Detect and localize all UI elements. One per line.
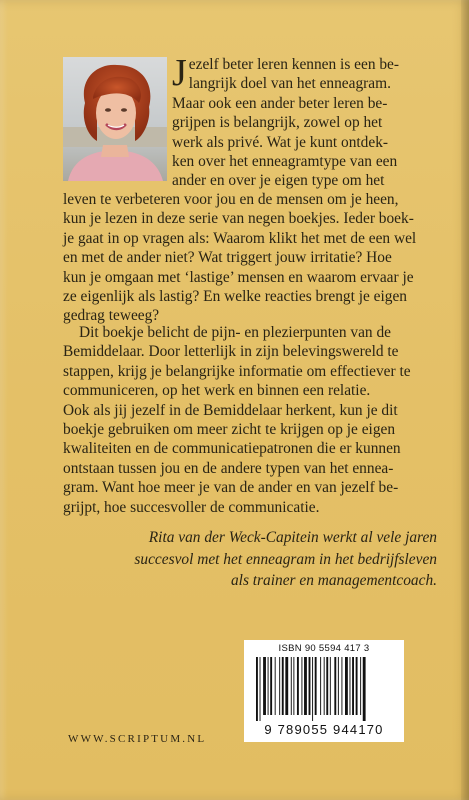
- barcode-bar: [293, 657, 294, 715]
- barcode-bar: [330, 657, 331, 715]
- cover-edge-shadow: [461, 0, 469, 800]
- barcode-bar: [326, 657, 328, 715]
- barcode-bar: [312, 657, 313, 721]
- barcode-bar: [275, 657, 276, 715]
- ean-number: 9 789055 944170: [264, 722, 384, 737]
- blurb-line: kun je lezen in deze serie van negen boekjes. Ieder boek-: [63, 210, 414, 228]
- barcode-bars: [254, 657, 394, 721]
- barcode-bar: [338, 657, 339, 715]
- blurb-paragraph-2: [63, 323, 435, 517]
- barcode-bar: [291, 657, 292, 715]
- barcode-bar: [309, 657, 311, 715]
- barcode-bar: [341, 657, 342, 715]
- blurb-line: boekje gebruiken om meer zicht te krijgen op je eigen: [63, 421, 396, 439]
- barcode-bar: [282, 657, 284, 715]
- barcode-bar: [320, 657, 321, 715]
- barcode-bar: [256, 657, 258, 721]
- blurb-line: gram. Want hoe meer je van de ander en van jezelf be-: [63, 479, 399, 497]
- barcode-bar: [279, 657, 280, 715]
- blurb-line: stappen, krijg je belangrijke informatie om effectiever te: [63, 362, 411, 380]
- blurb-line: kwaliteiten en de communicatiepatronen die er kunnen: [63, 440, 401, 458]
- barcode-bar: [315, 657, 317, 715]
- blurb-line: ontstaan tussen jou en de andere typen van het ennea-: [63, 459, 394, 477]
- barcode-bar: [268, 657, 269, 715]
- author-note-line: als trainer en managementcoach.: [230, 572, 437, 589]
- blurb-line: ken over het enneagramtype van een: [172, 153, 398, 171]
- blurb-line: ander en over je eigen type om het: [172, 172, 385, 190]
- drop-cap: J: [172, 52, 187, 94]
- blurb-line: langrijk doel van het enneagram.: [188, 75, 391, 93]
- blurb-line: grijpt, hoe succesvoller de communicatie.: [63, 498, 320, 516]
- author-photo: [63, 57, 167, 181]
- barcode-bar: [352, 657, 354, 715]
- blurb-intro: [172, 52, 434, 191]
- barcode-bar: [260, 657, 261, 721]
- author-note: [92, 527, 437, 592]
- blurb-line: kun je omgaan met ‘lastige’ mensen en waarom ervaar je: [63, 268, 414, 286]
- author-note-line: Rita van der Weck-Capitein werkt al vele jaren: [148, 529, 437, 546]
- barcode-bar: [304, 657, 307, 715]
- barcode-bar: [263, 657, 266, 715]
- barcode-bar: [363, 657, 366, 721]
- barcode-label: [244, 640, 404, 742]
- blurb-line: ezelf beter leren kennen is een be-: [188, 56, 400, 73]
- publisher-website: WWW.SCRIPTUM.NL: [68, 733, 207, 745]
- blurb-continued: [63, 190, 435, 326]
- blurb-line: leven te verbeteren voor jou en de mensen om je heen,: [63, 191, 399, 208]
- blurb-line: gedrag teweeg?: [63, 307, 160, 325]
- barcode-bar: [285, 657, 288, 715]
- isbn-text: ISBN 90 5594 417 3: [278, 643, 370, 654]
- blurb-line: grijpen is belangrijk, zowel op het: [172, 114, 383, 132]
- barcode-bar: [345, 657, 348, 715]
- barcode-bar: [270, 657, 272, 715]
- author-note-line: succesvol met het enneagram in het bedrijfsleven: [134, 550, 437, 568]
- blurb-line: werk als privé. Wat je kunt ontdek-: [172, 133, 389, 151]
- barcode-bar: [334, 657, 336, 715]
- blurb-line: Ook als jij jezelf in de Bemiddelaar herkent, kun je dit: [63, 401, 398, 419]
- barcode-bar: [297, 657, 299, 715]
- barcode-bar: [350, 657, 351, 715]
- barcode-bar: [324, 657, 325, 715]
- blurb-line: Maar ook een ander beter leren be-: [172, 94, 388, 112]
- barcode-bar: [360, 657, 361, 715]
- blurb-line: ze eigenlijk als lastig? En welke reacties brengt je eigen: [63, 288, 408, 306]
- blurb-line: communiceren, op het werk en binnen een relatie.: [63, 382, 371, 400]
- barcode-bar: [356, 657, 358, 715]
- barcode-bar: [301, 657, 302, 715]
- blurb-line: je gaat in op vragen als: Waarom klikt het met de een wel: [63, 229, 417, 247]
- blurb-line: Bemiddelaar. Door letterlijk in zijn belevingswereld te: [63, 343, 399, 361]
- blurb-line: en met de ander niet? Wat triggert jouw irritatie? Hoe: [63, 249, 392, 267]
- blurb-line: Dit boekje belicht de pijn- en plezierpunten van de: [79, 324, 391, 341]
